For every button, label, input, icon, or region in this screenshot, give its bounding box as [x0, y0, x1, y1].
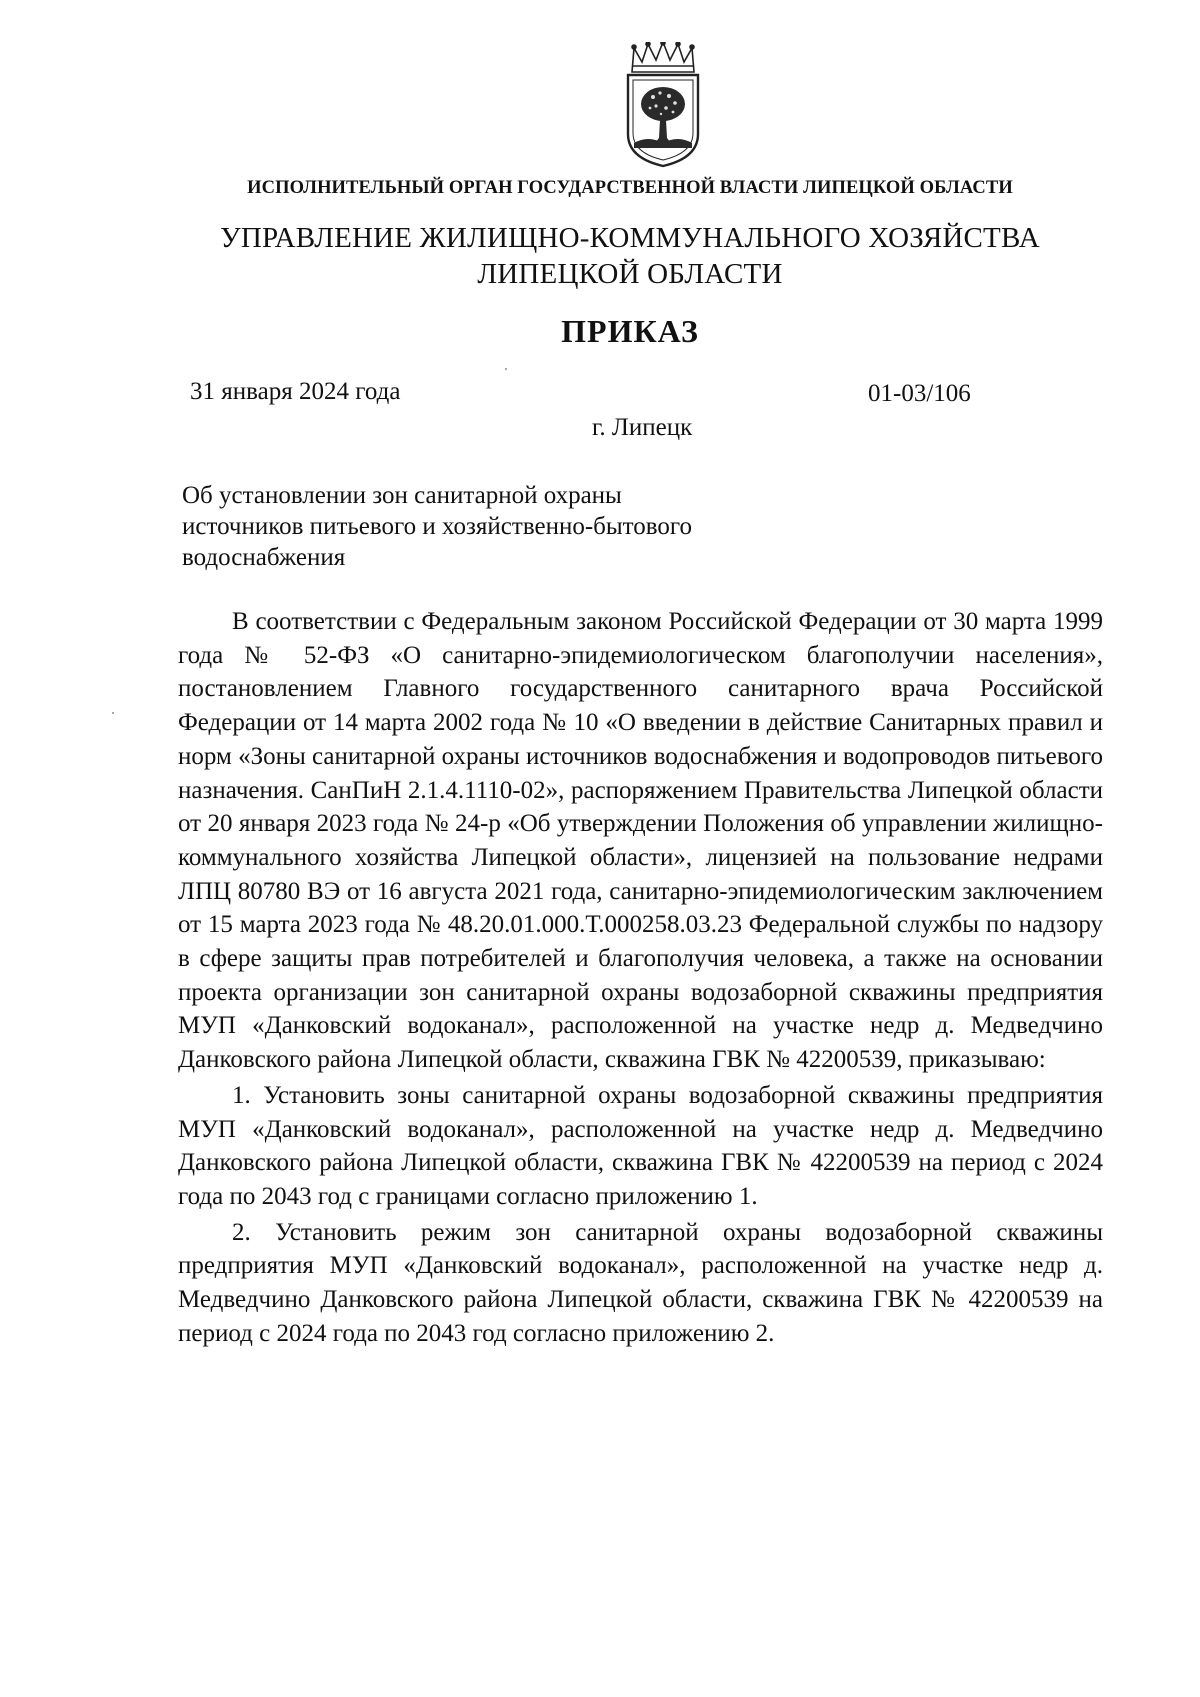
- order-item-1: 1. Установить зоны санитарной охраны водозаборной скважины предприятия МУП «Данковский водоканал», расположенной на участке недр д. Медведчино Данковского района Липецкой области, скважина ГВК № 42200539 на период с 2024 года по 2043 год с границами согласно приложению 1.: [178, 1081, 1103, 1210]
- order-item-2: 2. Установить режим зон санитарной охраны водозаборной скважины предприятия МУП «Данковский водоканал», расположенной на участке недр д. Медведчино Данковского района Липецкой области, скважина ГВК № 42200539 на период с 2024 года по 2043 год согласно приложению 2.: [178, 1218, 1103, 1347]
- scan-speck: [505, 368, 507, 370]
- document-subject: [182, 480, 802, 573]
- document-type: ПРИКАЗ: [561, 313, 699, 349]
- document-body: [178, 605, 1103, 1350]
- department-name: [0, 220, 1200, 292]
- department-name-line1: УПРАВЛЕНИЕ ЖИЛИЩНО-КОММУНАЛЬНОГО ХОЗЯЙСТВА: [220, 222, 1040, 254]
- preamble-paragraph: В соответствии с Федеральным законом Российской Федерации от 30 марта 1999 года № 52-ФЗ «О санитарно-эпидемиологическом благополучии населения», постановлением Главного государственного санитарного врача Российской Федерации от 14 марта 2002 года № 10 «О введении в действие Санитарных правил и норм «Зоны санитарной охраны источников водоснабжения и водопроводов питьевого назначения. СанПиН 2.1.4.1110-02», распоряжением Правительства Липецкой области от 20 января 2023 года № 24-р «Об утверждении Положения об управлении жилищно-коммунального хозяйства Липецкой области», лицензией на пользование недрами ЛПЦ 80780 ВЭ от 16 августа 2021 года, санитарно-эпидемиологическим заключением от 15 марта 2023 года № 48.20.01.000.Т.000258.03.23 Федеральной службы по надзору в сфере защиты прав потребителей и благополучия человека, а также на основании проекта организации зон санитарной охраны водозаборной скважины предприятия МУП «Данковский водоканал», расположенной на участке недр д. Медведчино Данковского района Липецкой области, скважина ГВК № 42200539, приказываю:: [178, 608, 1103, 1074]
- document-city: г. Липецк: [592, 414, 693, 441]
- scan-speck: [112, 712, 114, 714]
- subject-line: Об установлении зон санитарной охраны: [182, 482, 622, 509]
- subject-line: водоснабжения: [182, 544, 346, 571]
- department-name-line2: ЛИПЕЦКОЙ ОБЛАСТИ: [477, 258, 783, 290]
- document-number: 01-03/106: [868, 380, 971, 407]
- subject-line: источников питьевого и хозяйственно-бытового: [182, 513, 693, 540]
- document-date: 31 января 2024 года: [190, 378, 401, 405]
- issuing-authority: ИСПОЛНИТЕЛЬНЫЙ ОРГАН ГОСУДАРСТВЕННОЙ ВЛАСТИ ЛИПЕЦКОЙ ОБЛАСТИ: [247, 178, 1013, 198]
- lipetsk-coat-of-arms-icon: [622, 42, 704, 168]
